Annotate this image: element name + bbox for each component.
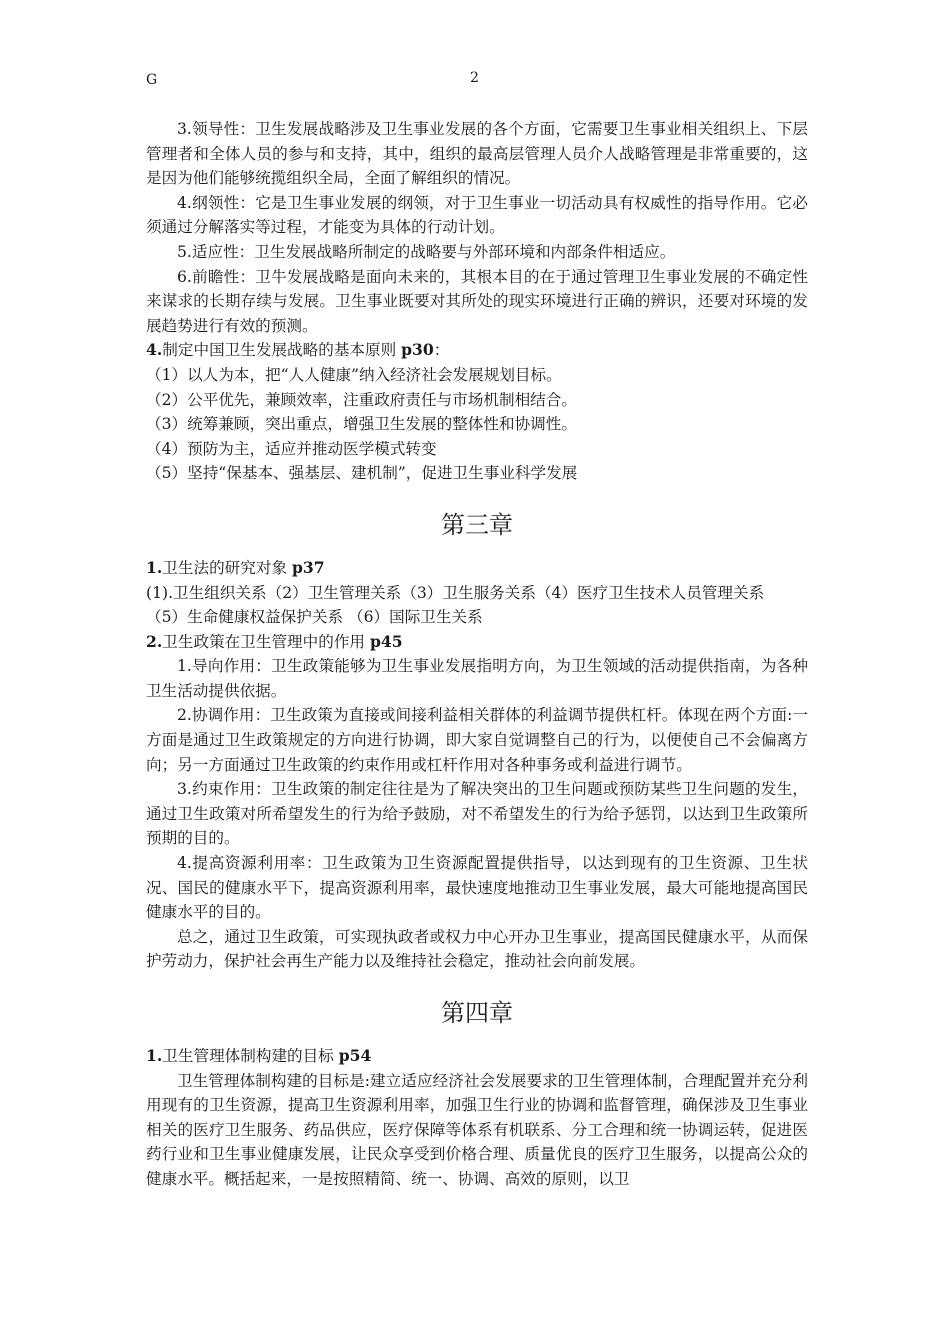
header-left-mark: G xyxy=(146,72,158,88)
paragraph-summary: 总之，通过卫生政策，可实现执政者或权力中心开办卫生事业，提高国民健康水平，从而保护劳动力，保护社会再生产能力以及维持社会稳定，推动社会向前发展。 xyxy=(146,927,808,971)
principle-item: （5）坚持“保基本、强基层、建机制”，促进卫生事业科学发展 xyxy=(146,464,578,483)
principle-item: （4）预防为主，适应并推动医学模式转变 xyxy=(146,439,437,458)
page-reference: p45 xyxy=(369,631,403,651)
page-content xyxy=(146,117,808,1192)
chapter-title: 第三章 xyxy=(441,510,513,539)
heading-number: 1. xyxy=(146,557,163,577)
paragraph-management-goal: 卫生管理体制构建的目标是:建立适应经济社会发展要求的卫生管理体制，合理配置并充分利用现有的卫生资源，提高卫生资源利用率，加强卫生行业的协调和监督管理，确保涉及卫生事业相关的医疗卫生服务、药品供应，医疗保障等体系有机联系、分工合理和统一协调运转，促进医药行业和卫生事业健康发展，让民众享受到价格合理、质量优良的医疗卫生服务，以提高公众的健康水平。概括起来，一是按照精简、统一、协调、高效的原则，以卫 xyxy=(146,1071,808,1188)
heading-tail: ： xyxy=(433,341,450,360)
principle-item: （2）公平优先，兼顾效率，注重政府责任与市场机制相结合。 xyxy=(146,390,577,409)
heading-principles xyxy=(146,338,808,363)
heading-text: 卫生法的研究对象 xyxy=(162,558,292,577)
paragraph-resource-role: 4.提高资源利用率：卫生政策为卫生资源配置提供指导，以达到现有的卫生资源、卫生状况、国民的健康水平下，提高资源利用率，最快速度地推动卫生事业发展，最大可能地提高国民健康水平的目的。 xyxy=(146,854,808,922)
heading-policy-roles xyxy=(146,630,808,655)
paragraph-foresight: 6.前瞻性：卫牛发展战略是面向未来的，其根本目的在于通过管理卫生事业发展的不确定性来谋求的长期存续与发展。卫生事业既要对其所处的现实环境进行正确的辨识，还要对环境的发展趋势进行有效的预测。 xyxy=(146,267,808,335)
paragraph-guidance-role: 1.导向作用：卫生政策能够为卫生事业发展指明方向，为卫生领域的活动提供指南，为各种卫生活动提供依据。 xyxy=(146,657,808,700)
paragraph-constraint-role: 3.约束作用：卫生政策的制定往往是为了解决突出的卫生问题或预防某些卫生问题的发生，通过卫生政策对所希望发生的行为给予鼓励，对不希望发生的行为给予惩罚，以达到卫生政策所预期的目的。 xyxy=(146,780,808,848)
heading-management-system-goal xyxy=(146,1044,808,1069)
heading-text: 制定中国卫生发展战略的基本原则 xyxy=(162,341,402,360)
heading-text: 卫生政策在卫生管理中的作用 xyxy=(162,632,370,651)
heading-text: 卫生管理体制构建的目标 xyxy=(162,1047,339,1065)
page-reference: p37 xyxy=(292,557,325,577)
paragraph-adaptability: 5.适应性：卫生发展战略所制定的战略要与外部环境和内部条件相适应。 xyxy=(177,242,676,261)
heading-number: 1. xyxy=(146,1046,163,1065)
page-reference: p54 xyxy=(338,1046,372,1065)
paragraph-leadership: 3.领导性：卫生发展战略涉及卫生事业发展的各个方面，它需要卫生事业相关组织上、下层管理者和全体人员的参与和支持，其中，组织的最高层管理人员介人战略管理是非常重要的，这是因为他们能够统揽组织全局，全面了解组织的情况。 xyxy=(146,120,808,188)
page-number: 2 xyxy=(470,70,479,86)
principle-item: （3）统筹兼顾，突出重点，增强卫生发展的整体性和协调性。 xyxy=(146,415,577,434)
heading-health-law-objects xyxy=(146,556,808,581)
paragraph-guiding: 4.纲领性：它是卫生事业发展的纲领，对于卫生事业一切活动具有权威性的指导作用。它必须通过分解落实等过程，才能变为具体的行动计划。 xyxy=(146,193,808,237)
relation-list-line: （5）生命健康权益保护关系 （6）国际卫生关系 xyxy=(146,608,483,627)
chapter-title: 第四章 xyxy=(441,999,513,1027)
paragraph-coordination-role: 2.协调作用：卫生政策为直接或间接利益相关群体的利益调节提供杠杆。体现在两个方面:一方面是通过卫生政策规定的方向进行协调，即大家自觉调整自己的行为，以便使自己不会偏离方向；另一方面通过卫生政策的约束作用或杠杆作用对各种事务或利益进行调节。 xyxy=(146,706,808,774)
relation-list-line: (1).卫生组织关系（2）卫生管理关系（3）卫生服务关系（4）医疗卫生技术人员管理关系 xyxy=(146,583,765,602)
heading-number: 4. xyxy=(146,340,163,360)
heading-number: 2. xyxy=(146,631,163,651)
principle-item: （1）以人为本，把“人人健康”纳入经济社会发展规划目标。 xyxy=(146,365,562,384)
page-reference: p30 xyxy=(401,340,434,360)
